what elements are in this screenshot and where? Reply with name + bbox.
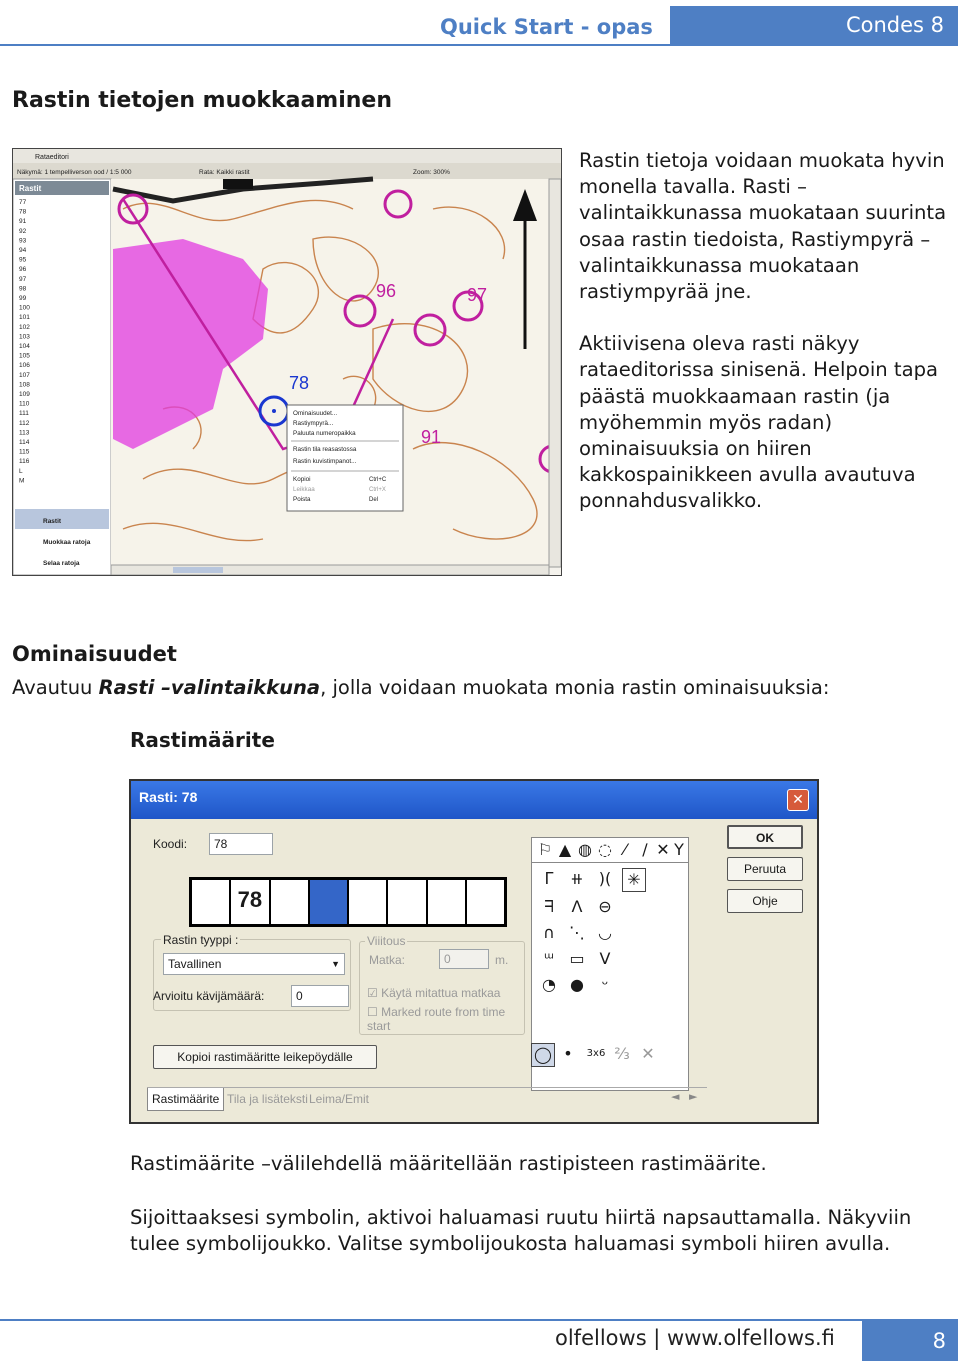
- map-label-91: 91: [421, 427, 442, 447]
- control-list-item[interactable]: 95: [19, 256, 27, 264]
- control-list-item[interactable]: 107: [19, 371, 30, 379]
- close-icon[interactable]: ✕: [787, 789, 809, 811]
- control-list-item[interactable]: M: [19, 477, 25, 485]
- control-list-item[interactable]: 109: [19, 391, 30, 398]
- left-panel-button[interactable]: Selaa ratoja: [43, 560, 80, 567]
- dialog-tabs: [147, 1087, 707, 1110]
- circle-pattern-icon[interactable]: ◍: [578, 840, 592, 859]
- intro-paragraph-1: Rastin tietoja voidaan muokata hyvin monella tavalla. Rasti –valintaikkunassa muokataan suurinta osaa rastin tiedoista, Rastiympyrä –valintaikkunassa muokataan rastiympyrää jne.: [579, 149, 947, 304]
- control-type-select[interactable]: Tavallinen ▼: [163, 953, 345, 975]
- use-measured-checkbox[interactable]: ☑ Käytä mitattua matkaa: [367, 986, 501, 1000]
- paragraph-symbol: Sijoittaaksesi symbolin, aktivoi haluamasi ruutu hiirtä napsauttamalla. Näkyviin tulee symbolijoukko. Valitse symbolijoukosta haluamasi symboli hiiren avulla.: [130, 1206, 912, 1256]
- control-list-item[interactable]: 94: [19, 247, 27, 254]
- control-list-item[interactable]: 115: [19, 448, 30, 456]
- symbol-icon[interactable]: ◡: [598, 923, 612, 942]
- toolbar-view: Näkymä: 1 tempelliverson ood / 1:5 000: [17, 169, 132, 176]
- symbol-icon[interactable]: ⧺: [570, 869, 584, 888]
- marked-route-label: Viiitous: [367, 934, 406, 948]
- control-list-item[interactable]: 104: [19, 343, 30, 350]
- page-number: 8: [862, 1321, 958, 1361]
- brand-label: Condes 8: [670, 6, 958, 44]
- control-list-item[interactable]: 77: [19, 199, 27, 206]
- control-list-item[interactable]: 101: [19, 314, 30, 322]
- fraction-icon[interactable]: ⅔: [614, 1044, 630, 1063]
- description-cell[interactable]: [388, 880, 427, 924]
- map-label-78: 78: [289, 373, 310, 393]
- course-editor-screenshot: [12, 148, 562, 576]
- control-list-item[interactable]: 99: [19, 295, 27, 302]
- dialog-titlebar: [131, 781, 817, 819]
- flag-icon[interactable]: ⚐: [537, 840, 553, 859]
- code-label: Koodi:: [153, 837, 188, 851]
- left-panel-button[interactable]: Rastit: [43, 518, 62, 525]
- distance-field[interactable]: 0: [439, 949, 489, 969]
- context-menu-shortcut: Del: [369, 497, 379, 503]
- control-list-item[interactable]: 106: [19, 362, 30, 370]
- subheading: Rastimäärite: [130, 728, 275, 752]
- slash-icon[interactable]: ⁄: [623, 840, 627, 859]
- context-menu-item[interactable]: Poista: [293, 496, 311, 503]
- toolbar-course: Rata: Kaikki rastit: [199, 169, 250, 176]
- map-label-96: 96: [376, 281, 397, 301]
- symbol-toolbar: [531, 1043, 687, 1067]
- intro-paragraph-2: Aktiivisena oleva rasti näkyy rataeditorissa sinisenä. Helpoin tapa päästä muokkaamaan rastin (ja myöhemmin myös radan) ominaisuuksia on hiiren kakkospainikkeen avulla avautuva ponnahdusvalikko.: [579, 332, 939, 513]
- control-list-item[interactable]: 112: [19, 419, 30, 427]
- context-menu-item[interactable]: Rastin tila reasastossa: [293, 446, 357, 453]
- control-dialog-screenshot: [129, 779, 819, 1124]
- cancel-button[interactable]: Peruuta: [727, 857, 803, 881]
- tab-status[interactable]: Tila ja lisäteksti: [227, 1092, 308, 1106]
- fork-icon[interactable]: Y: [674, 840, 684, 859]
- context-menu-item[interactable]: Ominaisuudet...: [293, 410, 338, 417]
- symbol-icon[interactable]: Λ: [571, 897, 583, 916]
- control-list-item[interactable]: 97: [19, 275, 27, 283]
- marked-route-checkbox[interactable]: ☐ Marked route from time start: [367, 1005, 506, 1033]
- section-heading: Rastin tietojen muokkaaminen: [12, 88, 393, 113]
- code-field[interactable]: 78: [209, 833, 273, 855]
- control-list-item[interactable]: 103: [19, 333, 30, 341]
- left-panel-button[interactable]: Muokkaa ratoja: [43, 539, 91, 546]
- symbol-icon[interactable]: ᵚ: [544, 949, 554, 968]
- control-type-label: Rastin tyyppi :: [163, 933, 239, 947]
- features-heading: Ominaisuudet: [12, 642, 177, 666]
- course-editor-image: [13, 149, 561, 575]
- symbol-icon[interactable]: ᖷ: [544, 897, 554, 916]
- intro-text: [579, 148, 949, 541]
- control-list-item[interactable]: 78: [19, 208, 27, 216]
- dotted-circle-icon[interactable]: ◌: [598, 840, 612, 859]
- context-menu-item[interactable]: Rastiympyrä...: [293, 420, 334, 427]
- symbol-icon[interactable]: )(: [598, 869, 612, 888]
- symbol-icon[interactable]: ✳: [622, 868, 646, 892]
- description-cell[interactable]: [428, 880, 467, 924]
- cross-dot-icon[interactable]: ✕: [656, 840, 670, 859]
- map-label-97: 97: [467, 285, 488, 305]
- tab-scroll-left-icon[interactable]: ◄: [671, 1090, 680, 1103]
- dialog-title: Rasti: 78: [139, 789, 198, 805]
- footer-text: olfellows | www.olfellows.fi: [555, 1326, 835, 1350]
- control-list-item[interactable]: 91: [19, 218, 27, 226]
- copy-description-button[interactable]: Kopioi rastimääritte leikepöydälle: [153, 1045, 377, 1069]
- symbol-icon[interactable]: ⋱: [569, 923, 585, 942]
- header-divider: [0, 44, 958, 46]
- description-cell[interactable]: [192, 880, 231, 924]
- visitors-label: Arvioitu kävijämäärä:: [153, 989, 265, 1003]
- tab-punch[interactable]: Leima/Emit: [309, 1092, 370, 1106]
- description-cell[interactable]: [271, 880, 310, 924]
- control-list-item[interactable]: 92: [19, 227, 27, 235]
- control-list-item[interactable]: 98: [19, 285, 27, 293]
- symbol-category-row: [532, 838, 688, 863]
- ok-button[interactable]: OK: [727, 825, 803, 849]
- control-list-item[interactable]: 111: [19, 410, 29, 418]
- context-menu-item[interactable]: Rastin kuvistimpanot...: [293, 458, 357, 465]
- help-button[interactable]: Ohje: [727, 889, 803, 913]
- footer-divider: [0, 1319, 958, 1321]
- window-title: Rataeditori: [35, 154, 69, 161]
- features-intro: Avautuu Rasti –valintaikkuna, jolla voidaan muokata monia rastin ominaisuuksia:: [12, 676, 830, 699]
- control-list-item[interactable]: 114: [19, 439, 30, 446]
- clear-icon[interactable]: ✕: [641, 1044, 655, 1063]
- distance-unit: m.: [495, 953, 509, 967]
- dot-icon[interactable]: •: [563, 1044, 573, 1063]
- control-list-item[interactable]: L: [19, 467, 23, 475]
- context-menu-shortcut: Ctrl+C: [369, 477, 387, 483]
- context-menu-item[interactable]: Kopioi: [293, 476, 311, 483]
- tab-scroll-right-icon[interactable]: ►: [689, 1090, 698, 1103]
- context-menu-item[interactable]: Leikkaa: [293, 486, 315, 493]
- symbol-icon[interactable]: ᒥ: [544, 869, 554, 888]
- symbol-icon[interactable]: ▭: [569, 949, 585, 968]
- symbol-icon[interactable]: V: [599, 949, 611, 968]
- visitors-field[interactable]: 0: [291, 985, 349, 1007]
- context-menu-shortcut: Ctrl+X: [369, 487, 386, 493]
- chevron-down-icon: ▼: [331, 959, 340, 969]
- context-menu-item[interactable]: Paluuta numeropaikka: [293, 430, 356, 437]
- control-list-item[interactable]: 93: [19, 237, 27, 245]
- description-cell[interactable]: [467, 880, 504, 924]
- control-list-item[interactable]: 113: [19, 429, 30, 437]
- symbol-icon[interactable]: ●: [570, 975, 584, 994]
- diagonal-icon[interactable]: ∕: [642, 840, 648, 859]
- control-list-item[interactable]: 108: [19, 381, 30, 389]
- distance-label: Matka:: [369, 953, 406, 967]
- ellipse-icon[interactable]: ◯: [531, 1043, 555, 1067]
- description-cell[interactable]: [349, 880, 388, 924]
- description-cell[interactable]: 78: [231, 880, 270, 924]
- control-list-item[interactable]: 96: [19, 266, 27, 274]
- control-list-item[interactable]: 100: [19, 304, 30, 312]
- symbol-icon[interactable]: ∩: [543, 923, 555, 942]
- size-icon[interactable]: 3x6: [586, 1048, 606, 1059]
- list-title: Rastit: [19, 184, 42, 193]
- document-title: Quick Start - opas: [440, 15, 653, 39]
- symbol-icon[interactable]: ⊖: [598, 897, 612, 916]
- control-list-item[interactable]: 105: [19, 352, 30, 360]
- control-list-item[interactable]: 110: [19, 400, 30, 408]
- control-list-item[interactable]: 102: [19, 323, 30, 331]
- description-cell-selected[interactable]: [310, 880, 349, 924]
- paragraph-description: Rastimäärite –välilehdellä määritellään rastipisteen rastimäärite.: [130, 1152, 767, 1175]
- dialog-name: Rasti –valintaikkuna: [98, 676, 321, 699]
- symbol-icon[interactable]: ◔: [542, 975, 556, 994]
- control-list-item[interactable]: 116: [19, 458, 30, 466]
- symbol-icon[interactable]: ᵕ: [601, 975, 609, 994]
- tab-description[interactable]: Rastimäärite: [147, 1088, 224, 1111]
- triangle-icon[interactable]: ▲: [558, 840, 572, 859]
- toolbar-zoom: Zoom: 300%: [413, 169, 450, 176]
- description-cells: [189, 877, 507, 927]
